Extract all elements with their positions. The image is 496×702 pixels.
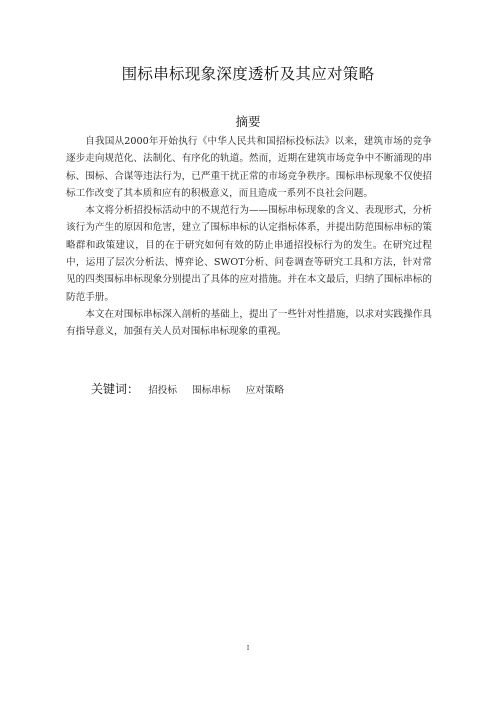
keywords-line — [91, 380, 296, 397]
abstract-body — [66, 133, 432, 341]
page-number: I — [246, 644, 250, 652]
abstract-paragraph: 本文在对围标串标深入剖析的基础上，提出了一些针对性措施，以求对实践操作具有指导意义，加强有关人员对围标串标现象的重视。 — [66, 308, 432, 338]
keyword: 围标串标 — [192, 385, 231, 396]
keyword: 招投标 — [148, 385, 177, 396]
abstract-paragraph: 自我国从2000年开始执行《中华人民共和国招标投标法》以来，建筑市场的竞争逐步走向规范化、法制化、有序化的轨道。然而，近期在建筑市场竞争中不断涌现的串标、围标、合谋等违法行为，已严重干扰正常的市场竞争秩序。围标串标现象不仅使招标工作改变了其本质和应有的积极意义，而且造成一系列不良社会问题。 — [66, 136, 432, 199]
abstract-paragraph: 本文将分析招投标活动中的不规范行为——围标串标现象的含义、表现形式，分析该行为产生的原因和危害，建立了围标串标的认定指标体系，并提出防范围标串标的策略群和政策建议，目的在于研究如何有效的防止串通招投标行为的发生。在研究过程中，运用了层次分析法、博弈论、SWOT分析、问卷调查等研究工具和方法，针对常见的四类围标串标现象分别提出了具体的应对措施。并在本文最后，归纳了围标串标的防范手册。 — [66, 205, 432, 303]
paper-title: 围标串标现象深度透析及其应对策略 — [121, 65, 375, 83]
keyword: 应对策略 — [245, 385, 285, 396]
keywords-label: 关键词： — [91, 382, 140, 396]
abstract-heading: 摘要 — [235, 114, 261, 129]
